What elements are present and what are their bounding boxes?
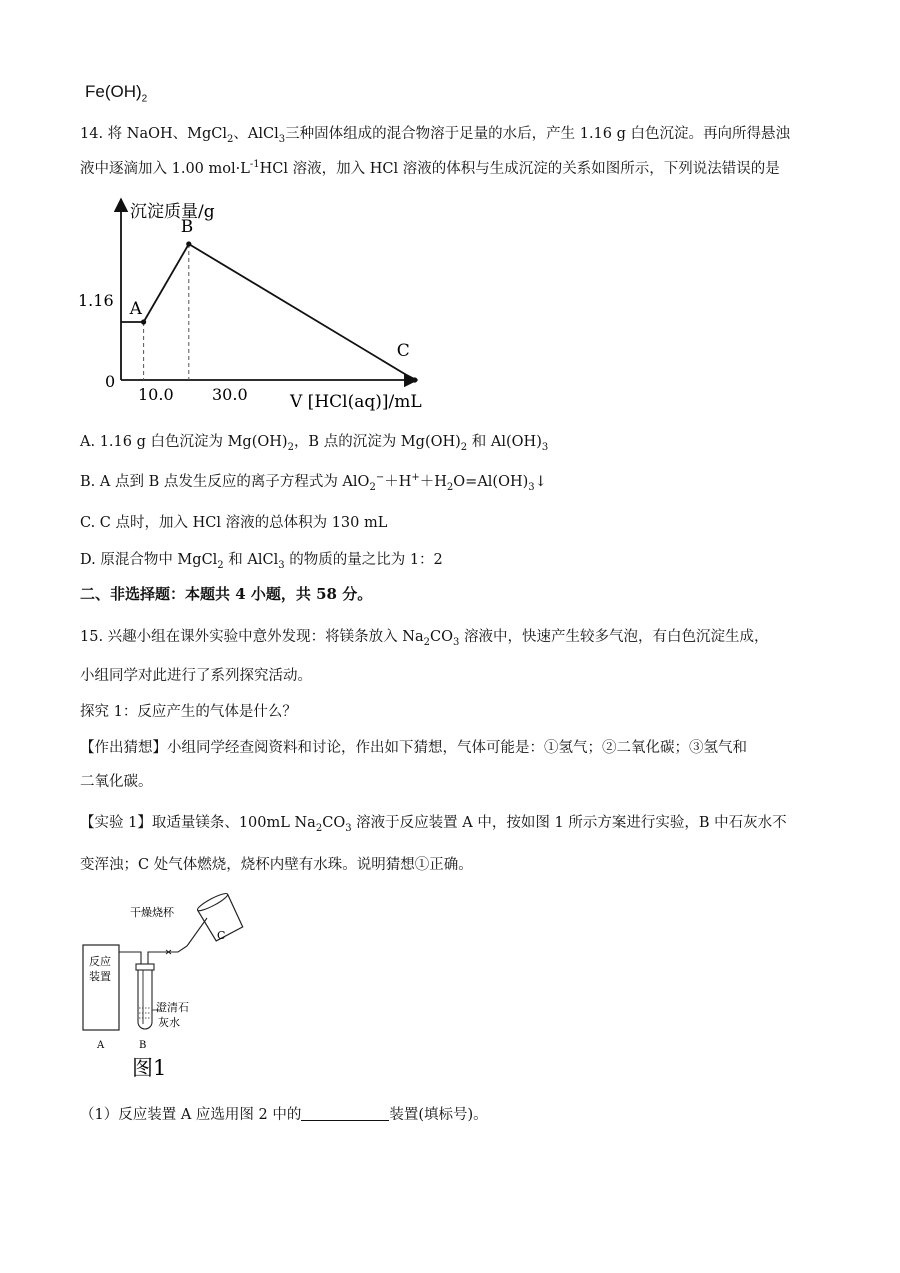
formula-sub: 2 — [141, 93, 148, 105]
q15-line3: 探究 1：反应产生的气体是什么？ — [80, 704, 297, 720]
formula-base: Fe(OH) — [85, 82, 142, 101]
data-point — [186, 241, 191, 246]
point-label: A — [129, 299, 142, 319]
option-c: C. C 点时，加入 HCl 溶液的总体积为 130 mL — [80, 515, 388, 531]
top-formula — [85, 82, 148, 105]
q15-line4: 【作出猜想】小组同学经查阅资料和讨论，作出如下猜想，气体可能是：①氢气；②二氧化碳；③氢气和 — [80, 740, 747, 756]
y-axis-label: 沉淀质量/g — [130, 202, 215, 222]
limewater-label: 灰水 — [158, 1016, 180, 1029]
c-label: C — [217, 929, 226, 942]
reactor-label: 装置 — [89, 970, 111, 983]
series-line-segment — [144, 244, 189, 322]
chart-marks — [121, 217, 417, 383]
option-d: D. 原混合物中 MgCl$_2$ 和 AlCl$_3$ 的物质的量之比为 1：2 — [80, 552, 443, 571]
option-b: B. A 点到 B 点发生反应的离子方程式为 $AlO_2^-+H^++H_2O=Al(OH)_3↓$ — [80, 472, 547, 493]
limewater-label: 澄清石 — [156, 1001, 189, 1014]
q14-line2: 液中逐滴加入 1.00 $mol\cdot L^{-1}HCl$ 溶液，加入 HCl 溶液的体积与生成沉淀的关系如图所示，下列说法错误的是 — [80, 159, 780, 177]
section-heading: 二、非选择题：本题共 4 小题，共 58 分。 — [80, 585, 373, 603]
q15-line7: 变浑浊；C 处气体燃烧，烧杯内壁有水珠。说明猜想①正确。 — [80, 857, 473, 873]
data-point — [412, 377, 417, 382]
reactor-label: 反应 — [89, 955, 111, 968]
figure-caption: 图1 — [132, 1056, 167, 1080]
q15-line6: 【实验 1】取适量镁条、100mL $Na_2CO_3$ 溶液于反应装置 A 中，按如图 1 所示方案进行实验，B 中石灰水不 — [80, 815, 787, 834]
q14-line1: 14. 将 NaOH、MgCl$_2$、AlCl$_3$三种固体组成的混合物溶于足量的水后，产生 1.16 g 白色沉淀。再向所得悬浊 — [80, 126, 791, 145]
figure1-apparatus — [78, 890, 268, 1090]
q15-line2: 小组同学对此进行了系列探究活动。 — [80, 668, 312, 684]
q15-line5: 二氧化碳。 — [80, 774, 153, 790]
point-label: B — [180, 217, 194, 237]
precipitate-chart — [75, 193, 435, 418]
answer-blank[interactable] — [301, 1106, 389, 1121]
series-line-segment — [189, 244, 415, 380]
label-b: B — [139, 1040, 147, 1051]
beaker-label: 干燥烧杯 — [130, 906, 174, 919]
test-tube — [136, 964, 154, 970]
data-point — [141, 319, 146, 324]
q15-line1: 15. 兴趣小组在课外实验中意外发现：将镁条放入 $Na_2CO_3$ 溶液中，快速产生较多气泡，有白色沉淀生成， — [80, 629, 769, 648]
option-a: A. 1.16 g 白色沉淀为 $Mg(OH)_2$，B 点的沉淀为 $Mg(OH)_2$ 和 $Al(OH)_3$ — [80, 434, 549, 453]
label-a: A — [97, 1040, 105, 1051]
x-tick-label: 10.0 — [138, 385, 174, 404]
x-axis-label: V [HCl(aq)]/mL — [290, 392, 422, 412]
q15-sub1: （1）反应装置 A 应选用图 2 中的 装置(填标号)。 — [80, 1107, 488, 1123]
origin-label: 0 — [105, 372, 116, 391]
y-tick-label: 1.16 — [78, 291, 114, 310]
x-tick-label: 30.0 — [212, 385, 248, 404]
point-label: C — [396, 341, 410, 361]
